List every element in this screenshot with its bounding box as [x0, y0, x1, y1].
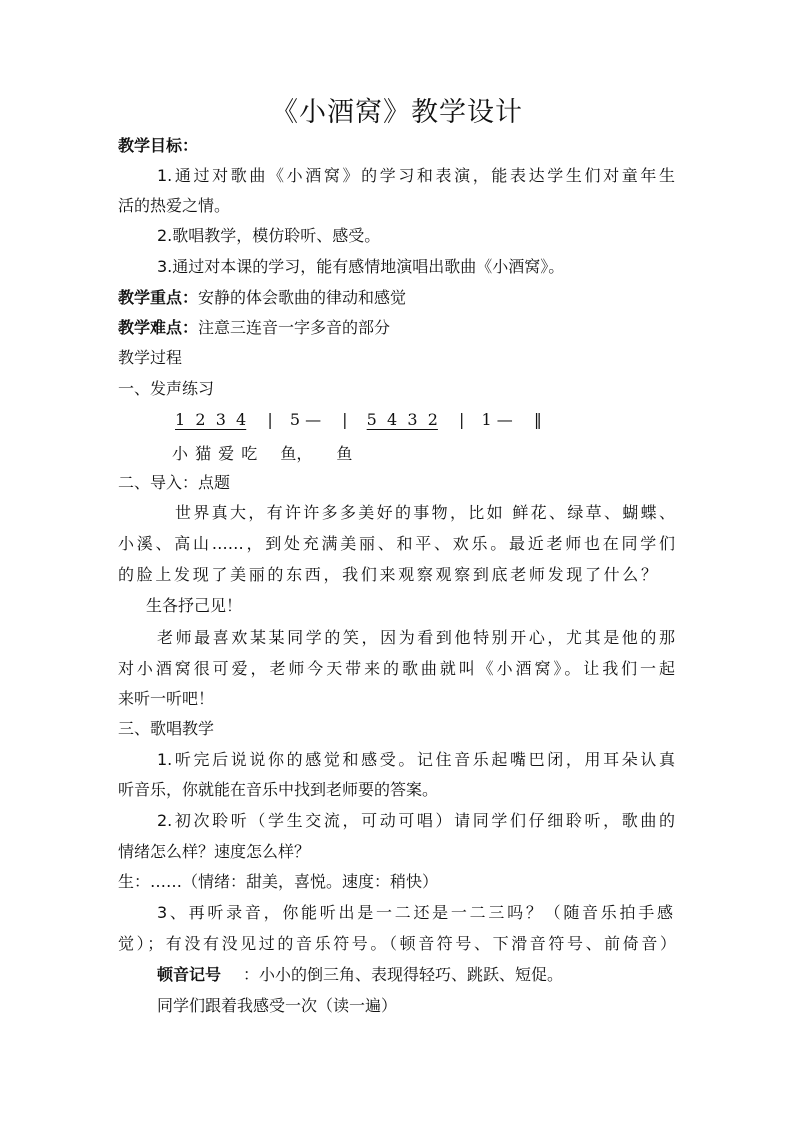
item-2-line-2: 情绪怎么样？速度怎么样？ — [118, 842, 311, 861]
goals-label: 教学目标： — [118, 136, 199, 155]
goal-1-line-2: 活的热爱之情。 — [118, 196, 231, 215]
intro-p1-line-3: 的脸上发现了美丽的东西，我们来观察观察到底老师发现了什么？ — [118, 565, 657, 584]
goal-3: 3.通过对本课的学习，能有感情地演唱出歌曲《小酒窝》。 — [157, 257, 565, 276]
document-title: 《小酒窝》教学设计 — [271, 97, 523, 128]
item-1-line-2: 听音乐，你就能在音乐中找到老师要的答案。 — [118, 780, 439, 799]
intro-p1-line-2: 小溪、高山……，到处充满美丽、和平、欢乐。最近老师也在同学们 — [118, 534, 675, 553]
intro-p2: 生各抒己见！ — [146, 596, 243, 615]
intro-p3-line-1: 老师最喜欢某某同学的笑，因为看到他特别开心，尤其是他的那 — [157, 628, 675, 647]
difficulty — [118, 318, 680, 338]
intro-p3-line-2: 对小酒窝很可爱，老师今天带来的歌曲就叫《小酒窝》。让我们一起 — [118, 659, 675, 678]
item-1-line-1: 1.听完后说说你的感觉和感受。记住音乐起嘴巴闭，用耳朵认真 — [157, 750, 675, 769]
section-1-heading: 一、发声练习 — [118, 379, 215, 398]
intro-p1-line-1: 世界真大，有许许多多美好的事物，比如 鲜花、绿草、蝴蝶、 — [175, 503, 675, 522]
difficulty-label: 教学难点： — [118, 318, 199, 337]
notation-group-1: 1 2 3 4 — [175, 410, 247, 429]
staccato-term — [157, 965, 719, 985]
notation-line — [175, 410, 542, 429]
section-3-heading: 三、歌唱教学 — [118, 719, 215, 738]
key-point-label: 教学重点： — [118, 288, 199, 307]
notation-note-4: 1 — — [481, 410, 513, 429]
key-point-text: 安静的体会歌曲的律动和感觉 — [198, 288, 407, 307]
closing-line: 同学们跟着我感受一次（读一遍） — [157, 996, 398, 1015]
goal-1-line-1: 1.通过对歌曲《小酒窝》的学习和表演，能表达学生们对童年生 — [157, 166, 675, 185]
difficulty-text: 注意三连音一字多音的部分 — [198, 318, 391, 337]
intro-p3-line-3: 来听一听吧！ — [118, 689, 215, 708]
item-3-line-1: 3、再听录音，你能听出是一二还是一二三吗？（随音乐拍手感 — [157, 903, 673, 922]
staccato-term-text: ：小小的倒三角、表现得轻巧、跳跃、短促。 — [243, 965, 564, 984]
item-3-line-2: 觉）；有没有没见过的音乐符号。（顿音符号、下滑音符号、前倚音） — [118, 934, 676, 953]
barline-2: | — [342, 410, 348, 429]
barline-3: | — [458, 410, 465, 429]
key-point — [118, 288, 680, 308]
notation-group-3: 5 4 3 2 — [366, 410, 438, 429]
process-heading: 教学过程 — [118, 348, 183, 367]
item-2-line-3: 生：……（情绪：甜美，喜悦。速度：稍快） — [118, 872, 439, 891]
goal-2: 2.歌唱教学，模仿聆听、感受。 — [157, 226, 381, 245]
section-2-heading: 二、导入：点题 — [118, 473, 231, 492]
item-2-line-1: 2.初次聆听（学生交流，可动可唱）请同学们仔细聆听，歌曲的 — [157, 811, 675, 830]
final-barline: ‖ — [533, 410, 542, 429]
lyrics-line: 小 猫 爱 吃 鱼， 鱼 — [172, 444, 353, 463]
barline-1: | — [267, 410, 273, 429]
staccato-term-label: 顿音记号 — [157, 965, 222, 984]
notation-note-2: 5 — — [289, 410, 322, 429]
